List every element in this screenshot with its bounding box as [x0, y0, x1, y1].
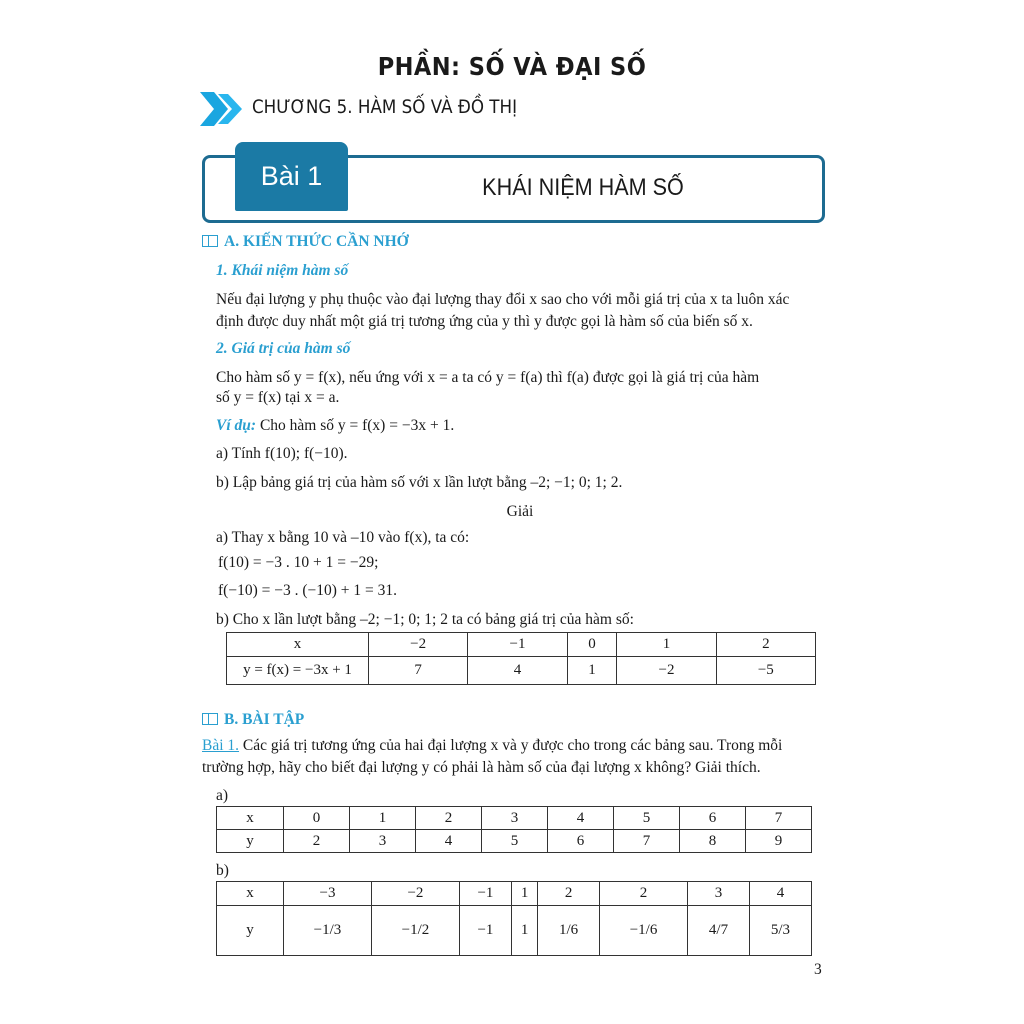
- lesson-tab: Bài 1: [235, 142, 348, 211]
- table-cell: −1: [459, 906, 511, 956]
- paragraph-line: định được duy nhất một giá trị tương ứng của y thì y được gọi là hàm số của biến số x.: [216, 313, 753, 330]
- question-b: b) Lập bảng giá trị của hàm số với x lần lượt bằng –2; −1; 0; 1; 2.: [216, 474, 623, 491]
- section-a-heading: [202, 233, 409, 251]
- table-cell: 1: [567, 657, 617, 685]
- table-cell: 4: [416, 830, 482, 853]
- exercise-1-link[interactable]: Bài 1.: [202, 737, 240, 754]
- chapter-title: CHƯƠNG 5. HÀM SỐ VÀ ĐỒ THỊ: [252, 96, 518, 118]
- table-row: [217, 830, 812, 853]
- table-a-label: a): [216, 787, 229, 804]
- table-row: [217, 807, 812, 830]
- table-cell: −1: [459, 882, 511, 906]
- table-row: [217, 906, 812, 956]
- solution-a: a) Thay x bằng 10 và –10 vào f(x), ta có:: [216, 529, 470, 546]
- table-cell: 3: [688, 882, 750, 906]
- table-cell: 2: [416, 807, 482, 830]
- section-b-title: B. BÀI TẬP: [224, 711, 305, 728]
- table-cell: −1/6: [600, 906, 688, 956]
- table-cell: 4: [468, 657, 567, 685]
- table-row: [227, 657, 816, 685]
- table-cell: 1: [512, 906, 538, 956]
- table-cell: −1/2: [371, 906, 459, 956]
- table-cell: 4: [749, 882, 811, 906]
- table-cell: 0: [567, 633, 617, 657]
- table-cell: 2: [600, 882, 688, 906]
- value-table: [226, 632, 816, 685]
- table-cell: y = f(x) = −3x + 1: [227, 657, 369, 685]
- table-cell: 2: [284, 830, 350, 853]
- table-cell: x: [227, 633, 369, 657]
- table-cell: 3: [482, 807, 548, 830]
- exercise-table-b: [216, 881, 812, 956]
- table-cell: 1: [350, 807, 416, 830]
- table-cell: 6: [680, 807, 746, 830]
- table-b-label: b): [216, 862, 229, 879]
- table-cell: 8: [680, 830, 746, 853]
- solution-b: b) Cho x lần lượt bằng –2; −1; 0; 1; 2 ta có bảng giá trị của hàm số:: [216, 611, 634, 628]
- table-cell: x: [217, 807, 284, 830]
- table-cell: −3: [284, 882, 372, 906]
- table-cell: 2: [716, 633, 815, 657]
- table-cell: x: [217, 882, 284, 906]
- table-cell: 1: [617, 633, 716, 657]
- chevron-icon: [200, 92, 246, 126]
- table-cell: 1: [512, 882, 538, 906]
- example-text: Cho hàm số y = f(x) = −3x + 1.: [256, 417, 455, 434]
- table-cell: 7: [369, 657, 468, 685]
- table-cell: 5: [614, 807, 680, 830]
- example-label: Ví dụ:: [216, 417, 257, 434]
- section-a-title: A. KIẾN THỨC CẦN NHỚ: [224, 233, 409, 250]
- table-cell: y: [217, 830, 284, 853]
- lesson-title: KHÁI NIỆM HÀM SỐ: [482, 174, 684, 201]
- subheading-1: 1. Khái niệm hàm số: [216, 262, 349, 279]
- solution-a-line: f(10) = −3 . 10 + 1 = −29;: [218, 554, 379, 571]
- part-title: PHẦN: SỐ VÀ ĐẠI SỐ: [377, 52, 647, 81]
- table-cell: 3: [350, 830, 416, 853]
- exercise-table-a: [216, 806, 812, 853]
- solution-a-line: f(−10) = −3 . (−10) + 1 = 31.: [218, 582, 398, 599]
- table-cell: 5/3: [749, 906, 811, 956]
- table-cell: −1/3: [284, 906, 372, 956]
- table-cell: y: [217, 906, 284, 956]
- table-cell: 4/7: [688, 906, 750, 956]
- solution-label: Giải: [506, 503, 534, 520]
- table-cell: 5: [482, 830, 548, 853]
- exercise-1-text: trường hợp, hãy cho biết đại lượng y có phải là hàm số của đại lượng x không? Giải thích.: [202, 759, 761, 776]
- exercise-1: [202, 737, 782, 755]
- book-icon: [202, 235, 218, 247]
- table-cell: 7: [746, 807, 812, 830]
- paragraph-line: Nếu đại lượng y phụ thuộc vào đại lượng thay đổi x sao cho với mỗi giá trị của x ta luôn xác: [216, 291, 790, 308]
- exercise-1-text: Các giá trị tương ứng của hai đại lượng x và y được cho trong các bảng sau. Trong mỗi: [239, 737, 783, 754]
- table-cell: −2: [617, 657, 716, 685]
- section-b-heading: [202, 711, 304, 729]
- page-number: 3: [814, 961, 822, 978]
- paragraph-line: Cho hàm số y = f(x), nếu ứng với x = a ta có y = f(a) thì f(a) được gọi là giá trị của hàm: [216, 369, 760, 386]
- table-cell: 2: [538, 882, 600, 906]
- table-cell: 9: [746, 830, 812, 853]
- table-cell: −1: [468, 633, 567, 657]
- book-icon: [202, 713, 218, 725]
- table-cell: 1/6: [538, 906, 600, 956]
- table-row: [227, 633, 816, 657]
- table-cell: 7: [614, 830, 680, 853]
- table-cell: 6: [548, 830, 614, 853]
- table-cell: 4: [548, 807, 614, 830]
- table-cell: −5: [716, 657, 815, 685]
- subheading-2: 2. Giá trị của hàm số: [216, 340, 351, 357]
- example: [216, 417, 454, 435]
- table-row: [217, 882, 812, 906]
- paragraph-line: số y = f(x) tại x = a.: [216, 389, 340, 406]
- table-cell: −2: [371, 882, 459, 906]
- question-a: a) Tính f(10); f(−10).: [216, 445, 348, 462]
- table-cell: 0: [284, 807, 350, 830]
- table-cell: −2: [369, 633, 468, 657]
